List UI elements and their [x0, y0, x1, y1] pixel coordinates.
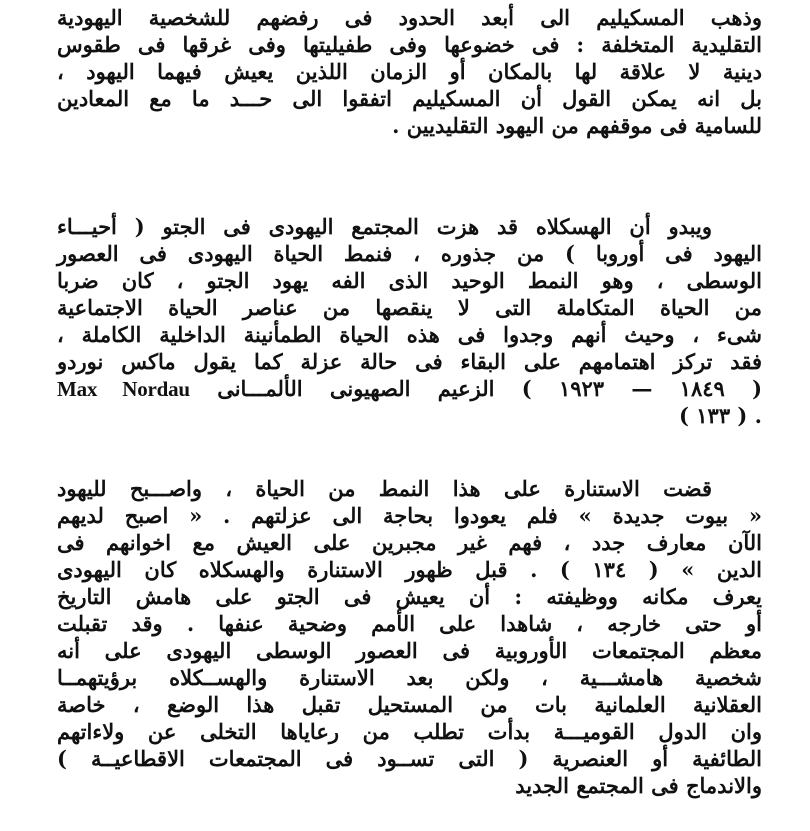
text-line: بل انه يمكن القول أن المسكيليم اتفقوا الى حـــد ما مع المعادين — [57, 86, 762, 111]
text-line-cut-off: والاندماج فى المجتمع الجديد — [515, 773, 762, 798]
text-line: وذهب المسكيليم الى أبعد الحدود فى رفضهم للشخصية اليهودية — [57, 5, 762, 30]
paragraph-2 — [57, 213, 762, 429]
text-line: أو حتى خارجه ، شاهدا على الأمم وضحية عنفها . وقد تقبلت — [57, 611, 762, 636]
text-line: قضت الاستنارة على هذا النمط من الحياة ، واصـــبح لليهود — [57, 476, 712, 501]
text-line: الآن معارف جدد ، فهم غير مجبرين على العيش مع اخوانهم فى — [57, 530, 762, 555]
paragraph-3 — [57, 475, 762, 799]
text-line: الوسطى ، وهو النمط الوحيد الذى الفه يهود الجتو ، كان ضربا — [57, 268, 762, 293]
text-line: شخصية هامشـــية ، ولكن بعد الاستنارة والهســكلاه برؤيتهمــا — [57, 665, 762, 690]
latin-name: Max Nordau — [57, 377, 190, 401]
text-line: معظم المجتمعات الأوروبية فى العصور الوسطى اليهودى على أنه — [57, 638, 762, 663]
text-line: من الحياة المتكاملة التى لا ينقصها من عناصر الحياة الاجتماعية — [57, 295, 762, 320]
text-line: دينية لا علاقة لها بالمكان أو الزمان اللذين يعيش فيهما اليهود ، — [57, 59, 762, 84]
text-line-with-name — [57, 375, 762, 402]
text-line: التقليدية المتخلفة : فى خضوعها وفى طفيليتها وفى غرقها فى طقوس — [57, 32, 762, 57]
text-line: . ( ١٣٣ ) — [679, 403, 762, 428]
paragraph-1 — [57, 4, 762, 139]
text-line: للسامية فى موقفهم من اليهود التقليديين . — [392, 113, 762, 138]
text-line: العقلانية العلمانية بات من المستحيل تقبل هذا الوضع ، خاصة — [57, 692, 762, 717]
text-fragment: ( ١٨٤٩ — ١٩٢٣ ) الزعيم الصهيونى الألمـــانى — [217, 376, 763, 401]
text-line: « بيوت جديدة » فلم يعودوا بحاجة الى عزلتهم . « اصبح لديهم — [57, 503, 762, 528]
text-line: وان الدول القوميـــة بدأت تطلب من رعاياها التخلى عن ولاءاتهم — [57, 719, 762, 744]
text-line: الطائفية أو العنصرية ( التى تســود فى المجتمعات الاقطاعيــة ) — [57, 746, 762, 771]
text-line: يعرف مكانه ووظيفته : أن يعيش فى الجتو على هامش التاريخ — [57, 584, 762, 609]
text-line: ويبدو أن الهسكلاه قد هزت المجتمع اليهودى فى الجتو ( أحيـــاء — [57, 214, 712, 239]
text-line: شىء ، وحيث أنهم وجدوا فى هذه الحياة الطمأنينة الداخلية الكاملة ، — [57, 322, 762, 347]
text-line: فقد تركز اهتمامهم على البقاء فى حالة عزلة كما يقول ماكس نوردو — [57, 349, 762, 374]
text-line: اليهود فى أوروبا ) من جذوره ، فنمط الحياة اليهودى فى العصور — [57, 241, 762, 266]
text-line: الدين » ( ١٣٤ ) . قبل ظهور الاستنارة والهسكلاه كان اليهودى — [57, 557, 762, 582]
